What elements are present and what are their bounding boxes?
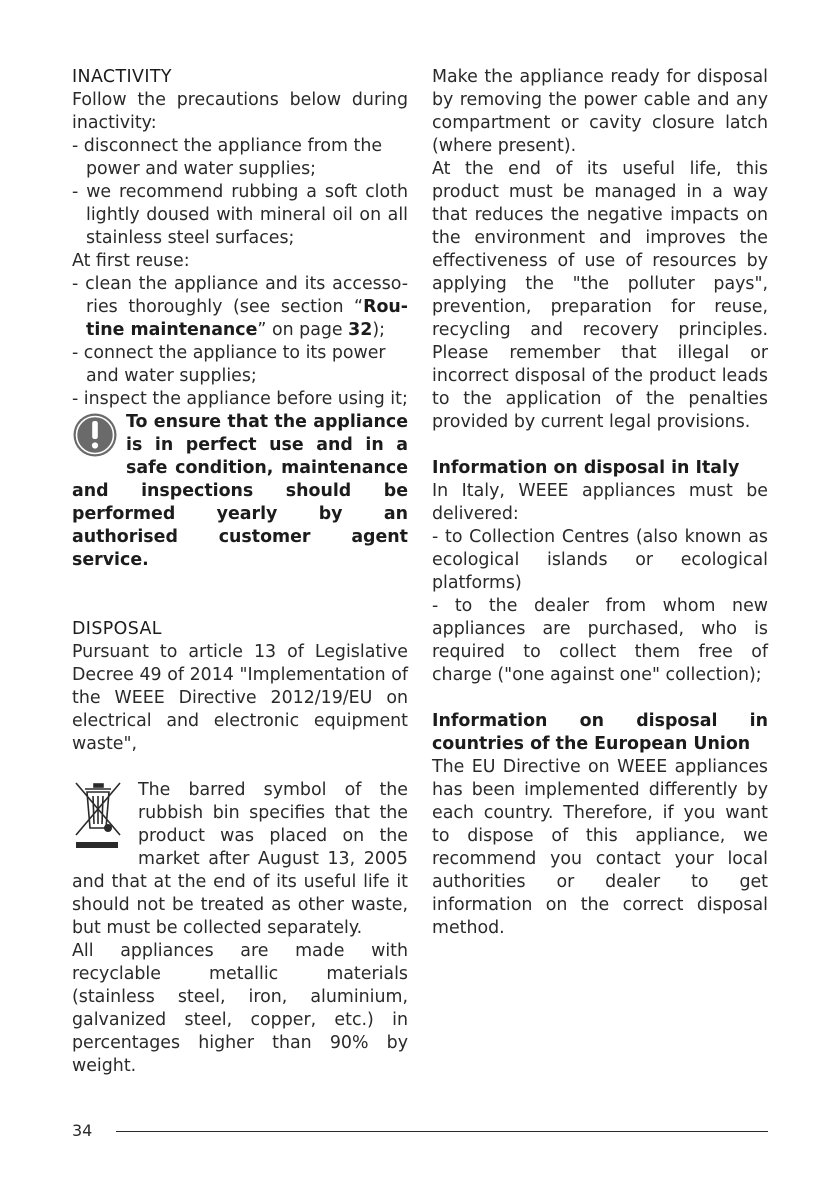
inactivity-item-disconnect: - disconnect the appliance from the power and water supplies; xyxy=(72,136,383,179)
crossed-out-bin-icon xyxy=(72,780,124,856)
first-reuse-label: At first reuse: xyxy=(72,251,190,271)
page-number: 34 xyxy=(72,1121,93,1140)
recyclable-text: All appliances are made with recyclable metallic materials (stainless steel, iron, aluminium, galvanized steel, copper, etc.) in percentages higher than 90% by weight. xyxy=(72,941,408,1076)
routine-maintenance-ref: Rou-tine maintenance xyxy=(86,297,408,340)
ready-disposal-text: Make the appliance ready for disposal by removing the power cable and any compartment or cavity closure latch (where present). xyxy=(432,67,768,156)
eu-heading: Information on disposal in countries of the European Union xyxy=(432,711,768,754)
warning-text: To ensure that the appliance is in perfect use and in a safe condition, maintenance and inspections should be performed yearly by an authorised customer agent service. xyxy=(72,412,408,570)
footer-divider xyxy=(116,1131,768,1132)
italy-intro: In Italy, WEEE appliances must be delivered: xyxy=(432,481,768,524)
first-reuse-item-clean: - clean the appliance and its accesso-ries thoroughly (see section “Rou-tine maintenance” on page 32); xyxy=(72,274,408,340)
disposal-legal-text: Pursuant to article 13 of Legislative Decree 49 of 2014 "Implementation of the WEEE Directive 2012/19/EU on electrical and electronic equipment waste", xyxy=(72,642,408,754)
inactivity-intro: Follow the precautions below during inactivity: xyxy=(72,90,408,133)
disposal-heading: DISPOSAL xyxy=(72,619,162,639)
weee-block xyxy=(72,779,408,940)
exclamation-circle-icon xyxy=(72,412,118,458)
first-reuse-item-connect: - connect the appliance to its power and water supplies; xyxy=(72,343,386,386)
inactivity-item-oil: - we recommend rubbing a soft cloth lightly doused with mineral oil on all stainless steel surfaces; xyxy=(72,182,408,248)
inactivity-heading: INACTIVITY xyxy=(72,67,172,87)
eu-text: The EU Directive on WEEE appliances has been implemented differently by each country. Therefore, if you want to dispose of this appliance, we recommend you contact your local authorities or dealer to get information on the correct disposal method. xyxy=(432,757,768,938)
italy-item-centres: - to Collection Centres (also known as ecological islands or ecological platforms) xyxy=(432,527,768,593)
useful-life-text: At the end of its useful life, this product must be managed in a way that reduces the negative impacts on the environment and improves the effectiveness of use of resources by applying the "the polluter pays", prevention, preparation for reuse, recycling and recovery principles. Please remember that illegal or incorrect disposal of the product leads to the application of the penalties provided by current legal provisions. xyxy=(432,159,768,432)
page-ref: 32 xyxy=(348,320,373,340)
first-reuse-item-inspect: - inspect the appliance before using it; xyxy=(72,389,408,409)
italy-item-dealer: - to the dealer from whom new appliances are purchased, who is required to collect them free of charge ("one against one" collection); xyxy=(432,596,768,685)
right-column xyxy=(432,66,768,940)
weee-text: The barred symbol of the rubbish bin specifies that the product was placed on the market after August 13, 2005 and that at the end of its useful life it should not be treated as other waste, but must be collected separately. xyxy=(72,780,408,938)
warning-block xyxy=(72,411,408,572)
left-column xyxy=(72,66,408,1078)
italy-heading: Information on disposal in Italy xyxy=(432,458,740,478)
